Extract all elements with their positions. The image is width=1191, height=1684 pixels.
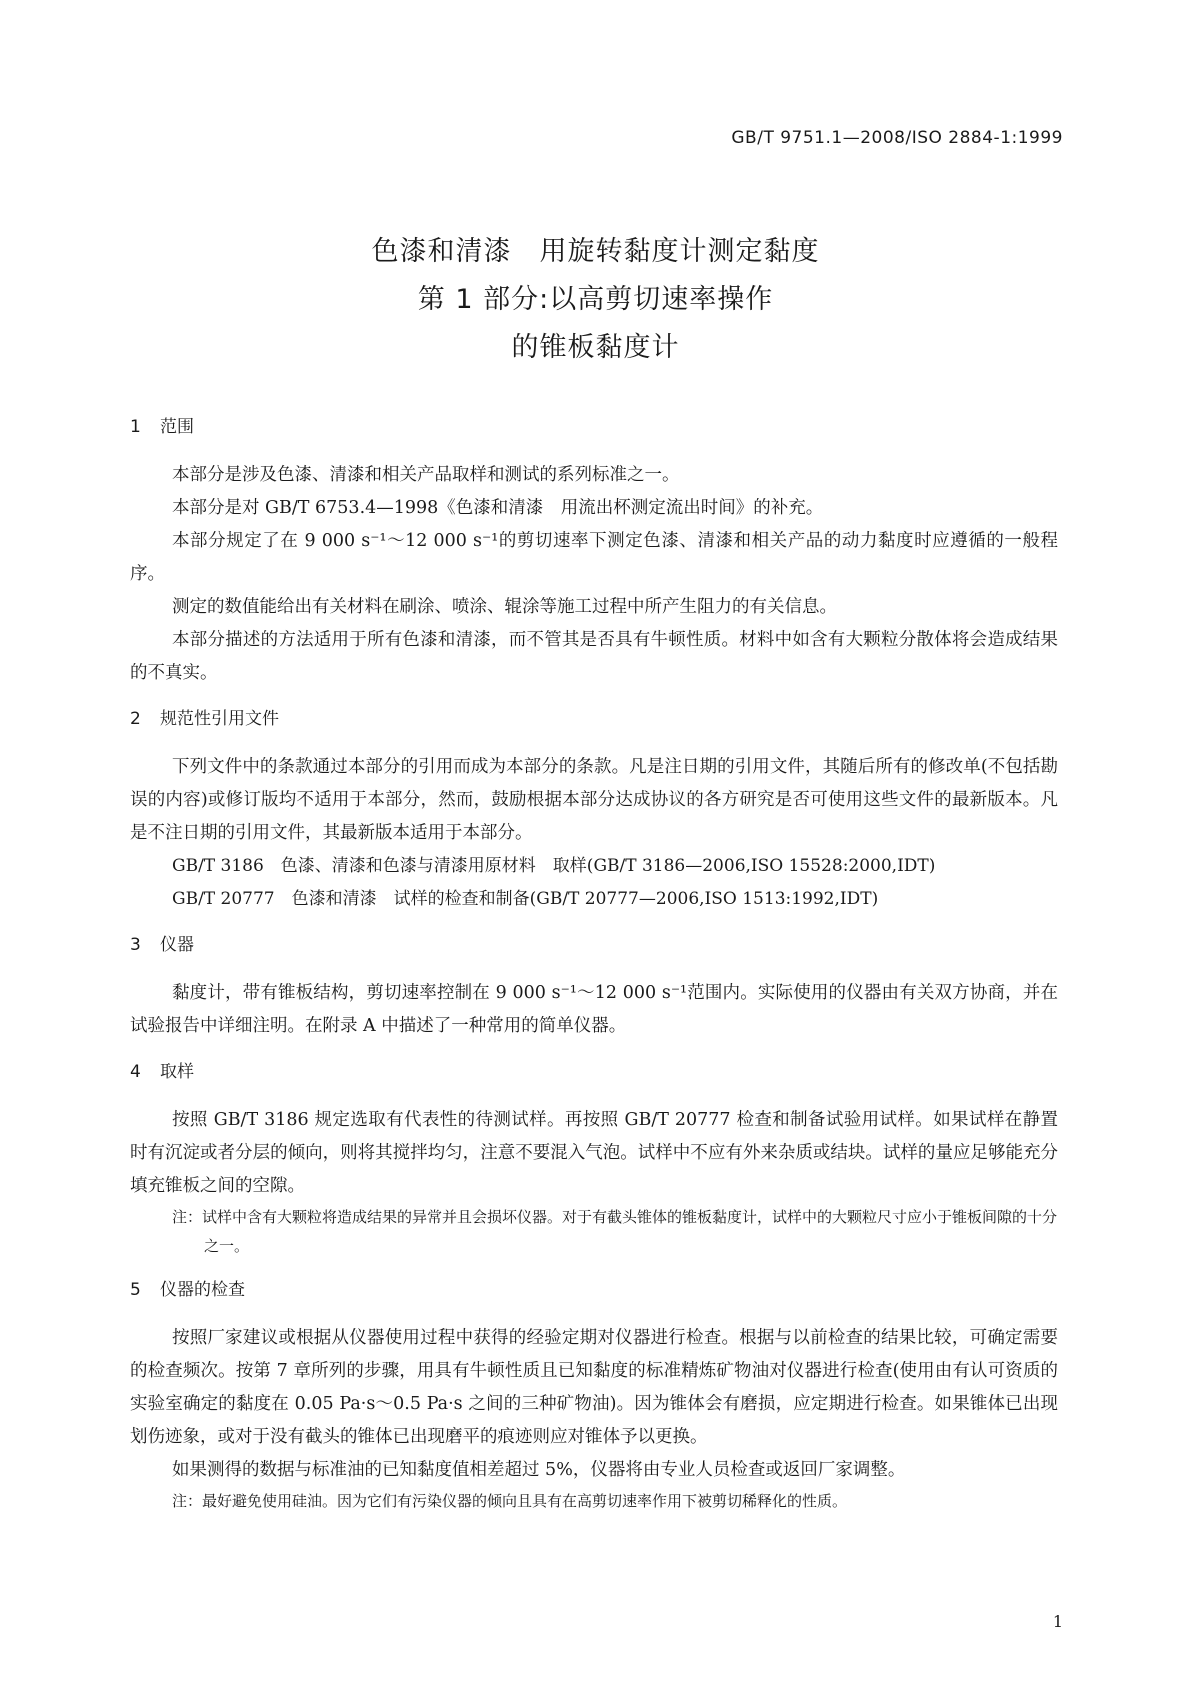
paragraph: 按照厂家建议或根据从仪器使用过程中获得的经验定期对仪器进行检查。根据与以前检查的结果比较，可确定需要的检查频次。按第 7 章所列的步骤，用具有牛顿性质且已知黏度的标准精炼矿物油对仪器进行检查(使用由有认可资质的实验室确定的黏度在 0.05 Pa·s～0.5 Pa·s 之间的三种矿物油)。因为锥体会有磨损，应定期进行检查。如果锥体已出现划伤迹象，或对于没有截头的锥体已出现磨平的痕迹则应对锥体予以更换。: [130, 1328, 1058, 1447]
standard-code: GB/T 9751.1—2008/ISO 2884-1:1999: [731, 128, 1063, 148]
note: 注：最好避免使用硅油。因为它们有污染仪器的倾向且具有在高剪切速率作用下被剪切稀释化的性质。: [172, 1492, 848, 1510]
section-number: 1: [130, 417, 141, 437]
section-number: 4: [130, 1062, 141, 1082]
section-title: 仪器的检查: [160, 1280, 245, 1300]
section-heading-sampling: [130, 1057, 1058, 1082]
section-title: 范围: [160, 417, 194, 437]
section-number: 3: [130, 935, 141, 955]
section-heading-normative-references: [130, 704, 1058, 729]
page-number: 1: [1052, 1612, 1063, 1631]
reference-item: GB/T 3186 色漆、清漆和色漆与清漆用原材料 取样(GB/T 3186—2006,ISO 15528:2000,IDT): [172, 856, 936, 876]
section-number: 2: [130, 709, 141, 729]
section-heading-scope: [130, 412, 1058, 437]
note-text: 注：试样中含有大颗粒将造成结果的异常并且会损坏仪器。对于有截头锥体的锥板黏度计，试样中的大颗粒尺寸应小于锥板间隙的十分之一。: [172, 1208, 1058, 1255]
paragraph: 本部分规定了在 9 000 s⁻¹～12 000 s⁻¹的剪切速率下测定色漆、清漆和相关产品的动力黏度时应遵循的一般程序。: [130, 531, 1058, 584]
paragraph: 本部分是对 GB/T 6753.4—1998《色漆和清漆 用流出杯测定流出时间》的补充。: [172, 498, 824, 518]
document-body: [130, 412, 1058, 1516]
section-heading-apparatus-check: [130, 1275, 1058, 1300]
paragraph: 黏度计，带有锥板结构，剪切速率控制在 9 000 s⁻¹～12 000 s⁻¹范围内。实际使用的仪器由有关双方协商，并在试验报告中详细注明。在附录 A 中描述了一种常用的简单仪器。: [130, 983, 1058, 1036]
section-title: 规范性引用文件: [160, 709, 279, 729]
document-title: [0, 228, 1191, 372]
note: [130, 1203, 1058, 1261]
reference-item: GB/T 20777 色漆和清漆 试样的检查和制备(GB/T 20777—2006,ISO 1513:1992,IDT): [172, 889, 879, 909]
title-line-2: 第 1 部分:以高剪切速率操作: [417, 284, 774, 315]
title-line-3: 的锥板黏度计: [511, 332, 680, 363]
paragraph: 测定的数值能给出有关材料在刷涂、喷涂、辊涂等施工过程中所产生阻力的有关信息。: [172, 597, 837, 617]
paragraph: 本部分是涉及色漆、清漆和相关产品取样和测试的系列标准之一。: [172, 465, 680, 485]
paragraph: 按照 GB/T 3186 规定选取有代表性的待测试样。再按照 GB/T 20777 检查和制备试验用试样。如果试样在静置时有沉淀或者分层的倾向，则将其搅拌均匀，注意不要混入气泡。试样中不应有外来杂质或结块。试样的量应足够能充分填充锥板之间的空隙。: [130, 1110, 1058, 1196]
paragraph: 如果测得的数据与标准油的已知黏度值相差超过 5%，仪器将由专业人员检查或返回厂家调整。: [172, 1460, 906, 1480]
section-heading-apparatus: [130, 930, 1058, 955]
section-title: 取样: [160, 1062, 194, 1082]
paragraph: 本部分描述的方法适用于所有色漆和清漆，而不管其是否具有牛顿性质。材料中如含有大颗粒分散体将会造成结果的不真实。: [130, 630, 1058, 683]
section-number: 5: [130, 1280, 141, 1300]
paragraph: 下列文件中的条款通过本部分的引用而成为本部分的条款。凡是注日期的引用文件，其随后所有的修改单(不包括勘误的内容)或修订版均不适用于本部分，然而，鼓励根据本部分达成协议的各方研究是否可使用这些文件的最新版本。凡是不注日期的引用文件，其最新版本适用于本部分。: [130, 757, 1058, 843]
section-title: 仪器: [160, 935, 194, 955]
title-line-1: 色漆和清漆 用旋转黏度计测定黏度: [371, 236, 820, 267]
